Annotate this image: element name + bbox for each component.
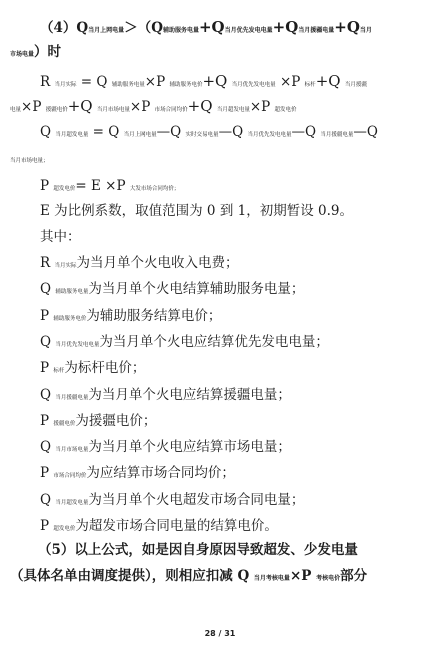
- definition-subscript: 当月优先发电电量: [55, 341, 100, 348]
- formula-q: Q 当月超发电量 = Q 当月上网电量—Q 实时交易电量—Q 当月优先发电电量—Q 当月援疆电量—Q: [40, 124, 378, 140]
- definition-subscript: 当月市场电量: [55, 447, 89, 454]
- definition-text: 为标杆电价；: [64, 360, 146, 377]
- definition-item: [40, 386, 291, 403]
- definition-item: [40, 257, 238, 271]
- paragraph-5-line2: （具体名单由调度提供），则相应扣减 Q 当月考核电量×P 考核电价部分: [10, 568, 368, 584]
- formula-r: R 当月实际 = Q 辅助服务电量×P 辅助服务电价+Q 当月优先发电电量 ×P 标杆+Q 当月援疆: [40, 72, 367, 90]
- formula-r-cont: 电量×P 援疆电价+Q 当月市场电量×P 市场合同均价+Q 当月超发电量×P 超发电价: [10, 97, 297, 115]
- definition-text: 为当月单个火电超发市场合同电量；: [88, 491, 305, 508]
- definition-item: [40, 333, 329, 350]
- definition-symbol: R: [40, 255, 51, 271]
- definition-symbol: Q: [40, 333, 52, 350]
- definition-item: [40, 491, 305, 508]
- definition-symbol: P: [40, 307, 50, 324]
- page-number: 28 / 31: [204, 629, 236, 638]
- definition-subscript: 辅助服务电价: [53, 315, 87, 322]
- definition-item: [40, 362, 145, 376]
- definition-text: 为应结算市场合同均价；: [86, 465, 235, 482]
- definition-symbol: P: [40, 465, 50, 482]
- definition-item: [40, 307, 222, 324]
- definition-text: 为当月单个火电应结算市场电量；: [88, 439, 291, 456]
- definition-symbol: Q: [40, 439, 52, 456]
- heading-4: （4）Q当月上网电量＞（Q辅助服务电量+Q当月优先发电电量+Q当月援疆电量+Q当月: [40, 18, 372, 36]
- definition-text: 为当月单个火电收入电费；: [76, 255, 239, 271]
- paragraph-5-line1: （5）以上公式，如是因自身原因导致超发、少发电量: [38, 542, 358, 558]
- definition-symbol: Q: [40, 386, 52, 403]
- definition-text: 为援疆电价；: [75, 412, 157, 429]
- definition-item: [40, 441, 291, 455]
- formula-p: P 超发电价= E ×P 大发市场合同均价；: [40, 178, 180, 194]
- definition-symbol: Q: [40, 281, 52, 298]
- definition-symbol: Q: [40, 491, 52, 508]
- definition-text: 为辅助服务结算电价；: [86, 307, 222, 324]
- definition-subscript: 当月超发电量: [55, 499, 89, 506]
- heading-4-cont: 市场电量）时: [10, 44, 62, 60]
- definition-item: [40, 520, 278, 534]
- definition-item: [40, 283, 304, 297]
- definition-text: 为超发市场合同电量的结算电价。: [75, 518, 278, 534]
- definition-symbol: P: [40, 412, 50, 429]
- definition-item: [40, 412, 157, 429]
- definition-subscript: 标杆: [53, 368, 65, 375]
- definition-subscript: 当月实际: [54, 263, 77, 269]
- definition-subscript: 援疆电价: [53, 420, 76, 427]
- definition-subscript: 超发电价: [53, 526, 76, 532]
- definition-subscript: 市场合同均价: [53, 473, 87, 480]
- heading-number: （4）: [40, 20, 77, 36]
- among-label: 其中：: [40, 229, 81, 245]
- definition-symbol: P: [40, 360, 50, 377]
- definition-text: 为当月单个火电应结算优先发电电量；: [99, 333, 329, 350]
- definition-text: 为当月单个火电应结算援疆电量；: [88, 386, 291, 403]
- definition-symbol: P: [40, 518, 50, 534]
- formula-q-cont: 当月市场电量；: [10, 158, 49, 164]
- definition-subscript: 辅助服务电量: [55, 289, 89, 296]
- definition-text: 为当月单个火电结算辅助服务电量；: [88, 281, 305, 298]
- definition-item: [40, 467, 235, 481]
- coefficient-e-text: E 为比例系数，取值范围为 0 到 1，初期暂设 0.9。: [40, 203, 353, 219]
- definition-subscript: 当月援疆电量: [55, 394, 89, 401]
